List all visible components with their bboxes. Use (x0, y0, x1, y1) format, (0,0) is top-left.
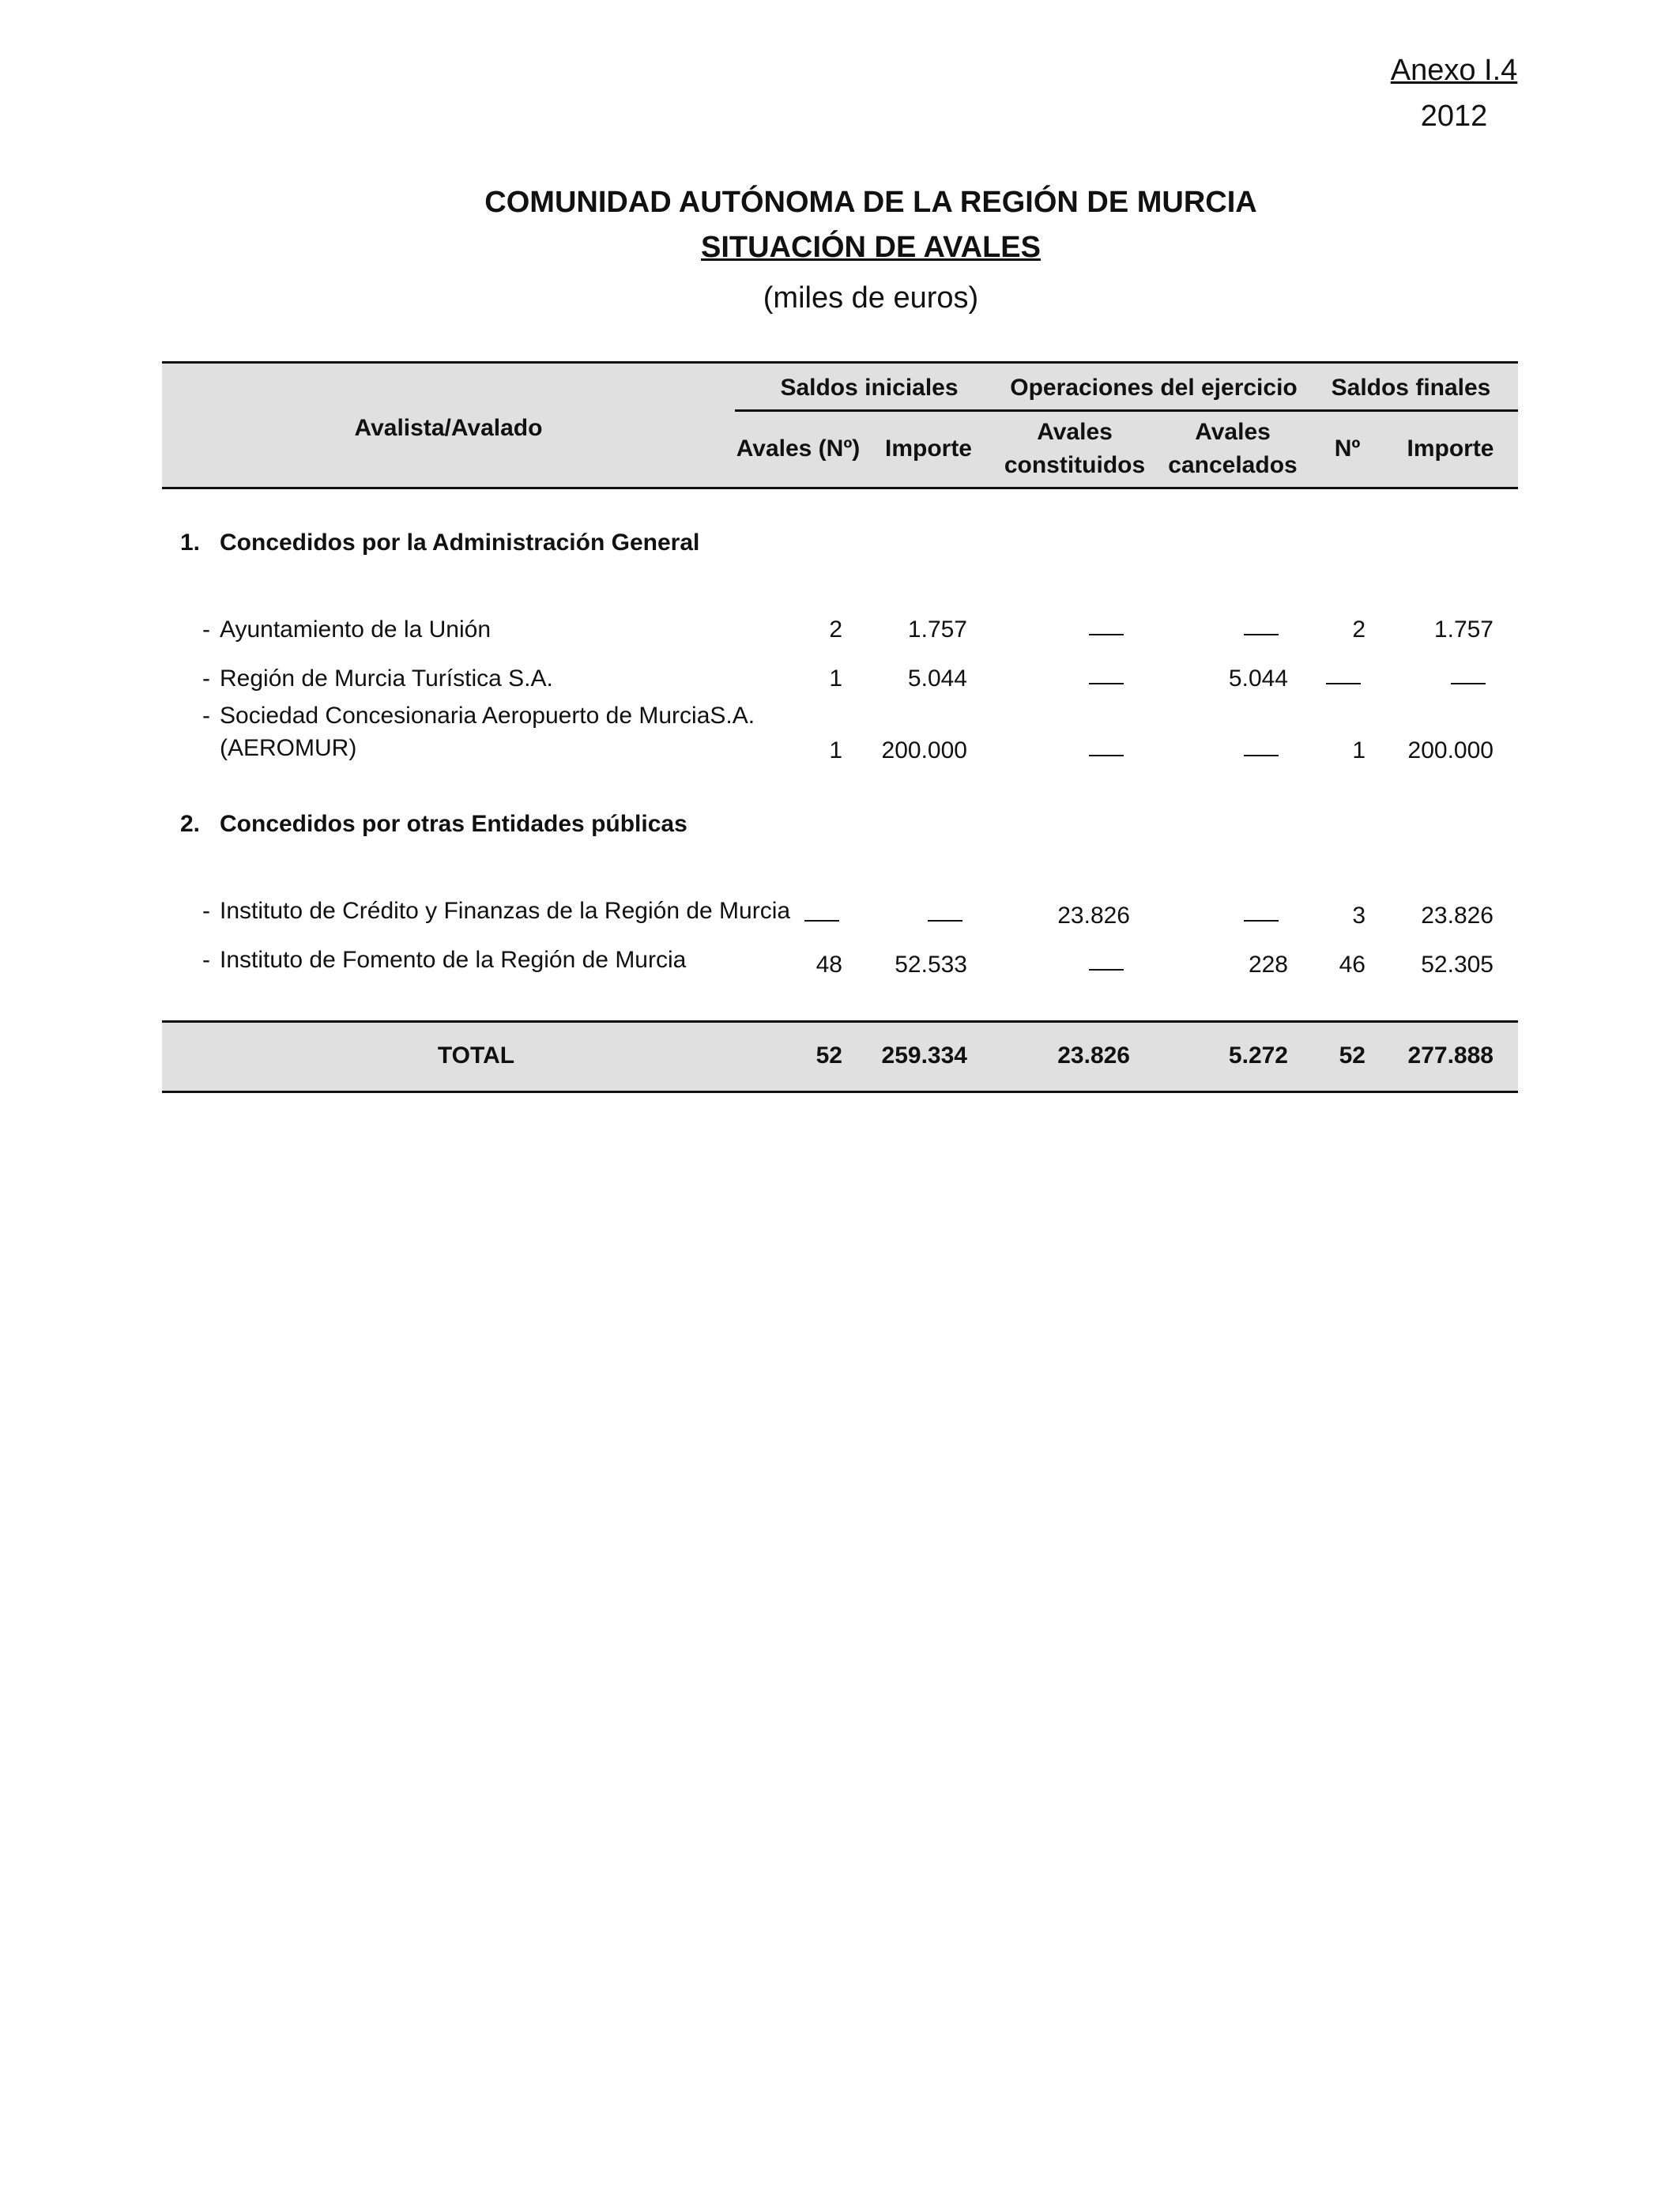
header-importe-final: Importe (1407, 435, 1494, 462)
total-constituidos: 23.826 (1057, 1042, 1130, 1069)
header-constituidos-2: constituidos (1004, 452, 1146, 478)
total-fin-imp: 277.888 (1407, 1042, 1494, 1069)
section-number: 2. (180, 811, 201, 837)
section-title: Concedidos por la Administración General (220, 530, 700, 556)
header-saldos-iniciales: Saldos iniciales (780, 375, 959, 401)
header-divider (735, 409, 1518, 412)
row-ini-n: 1 (829, 737, 842, 763)
row-ini-imp: 1.757 (907, 616, 967, 643)
row-name: Instituto de Crédito y Finanzas de la Región de Murcia (220, 898, 791, 924)
row-ini-n-dash (790, 899, 853, 933)
row-name-continued: (AEROMUR) (220, 735, 357, 761)
row-cancelados-dash (1230, 613, 1293, 647)
total-cancelados: 5.272 (1228, 1042, 1288, 1069)
row-cancelados: 228 (1248, 952, 1288, 978)
header-n: Nº (1334, 435, 1361, 462)
header-saldos-finales: Saldos finales (1331, 375, 1491, 401)
row-fin-imp-dash (1437, 662, 1500, 696)
row-fin-imp: 200.000 (1407, 737, 1494, 763)
row-constituidos-dash (1075, 948, 1138, 982)
row-name: Región de Murcia Turística S.A. (220, 665, 553, 692)
row-constituidos-dash (1075, 734, 1138, 767)
total-ini-n: 52 (816, 1042, 842, 1069)
annex-block (1359, 47, 1549, 139)
annex-year: 2012 (1420, 100, 1488, 133)
units-subtitle: (miles de euros) (763, 281, 979, 315)
row-fin-n: 2 (1352, 616, 1365, 643)
row-name: Sociedad Concesionaria Aeropuerto de MurciaS.A. (220, 703, 755, 729)
row-constituidos: 23.826 (1057, 903, 1130, 929)
row-name: Ayuntamiento de la Unión (220, 616, 492, 643)
entity-title: COMUNIDAD AUTÓNOMA DE LA REGIÓN DE MURCIA (484, 186, 1257, 219)
row-bullet: - (202, 616, 210, 643)
row-fin-n: 46 (1339, 952, 1365, 978)
row-fin-n-dash (1312, 662, 1375, 696)
header-avales-n: Avales (Nº) (736, 435, 861, 462)
row-ini-imp: 200.000 (881, 737, 967, 763)
section-title: Concedidos por otras Entidades públicas (220, 811, 687, 837)
total-fin-n: 52 (1339, 1042, 1365, 1069)
title-block (0, 180, 1680, 321)
row-ini-n: 1 (829, 665, 842, 692)
row-name: Instituto de Fomento de la Región de Murcia (220, 947, 687, 973)
section-number: 1. (180, 530, 201, 556)
row-bullet: - (202, 947, 210, 973)
row-ini-n: 48 (816, 952, 842, 978)
row-ini-n: 2 (829, 616, 842, 643)
header-cancelados-1: Avales (1195, 419, 1271, 445)
row-bullet: - (202, 703, 210, 729)
row-constituidos-dash (1075, 662, 1138, 696)
row-ini-imp-dash (913, 899, 977, 933)
row-constituidos-dash (1075, 613, 1138, 647)
annex-label: Anexo I.4 (1390, 54, 1518, 87)
total-ini-imp: 259.334 (881, 1042, 967, 1069)
header-constituidos-1: Avales (1037, 419, 1113, 445)
row-ini-imp: 5.044 (907, 665, 967, 692)
row-ini-imp: 52.533 (895, 952, 967, 978)
header-operaciones: Operaciones del ejercicio (1010, 375, 1298, 401)
row-cancelados-dash (1230, 899, 1293, 933)
report-title: SITUACIÓN DE AVALES (701, 231, 1041, 264)
row-fin-imp: 23.826 (1421, 903, 1494, 929)
total-label: TOTAL (437, 1042, 515, 1069)
row-bullet: - (202, 665, 210, 692)
header-avalista: Avalista/Avalado (354, 415, 543, 441)
row-fin-imp: 1.757 (1433, 616, 1494, 643)
row-bullet: - (202, 898, 210, 924)
row-fin-imp: 52.305 (1421, 952, 1494, 978)
row-cancelados: 5.044 (1228, 665, 1288, 692)
row-fin-n: 1 (1352, 737, 1365, 763)
row-cancelados-dash (1230, 734, 1293, 767)
header-cancelados-2: cancelados (1168, 452, 1298, 478)
row-fin-n: 3 (1352, 903, 1365, 929)
header-importe: Importe (884, 435, 972, 462)
